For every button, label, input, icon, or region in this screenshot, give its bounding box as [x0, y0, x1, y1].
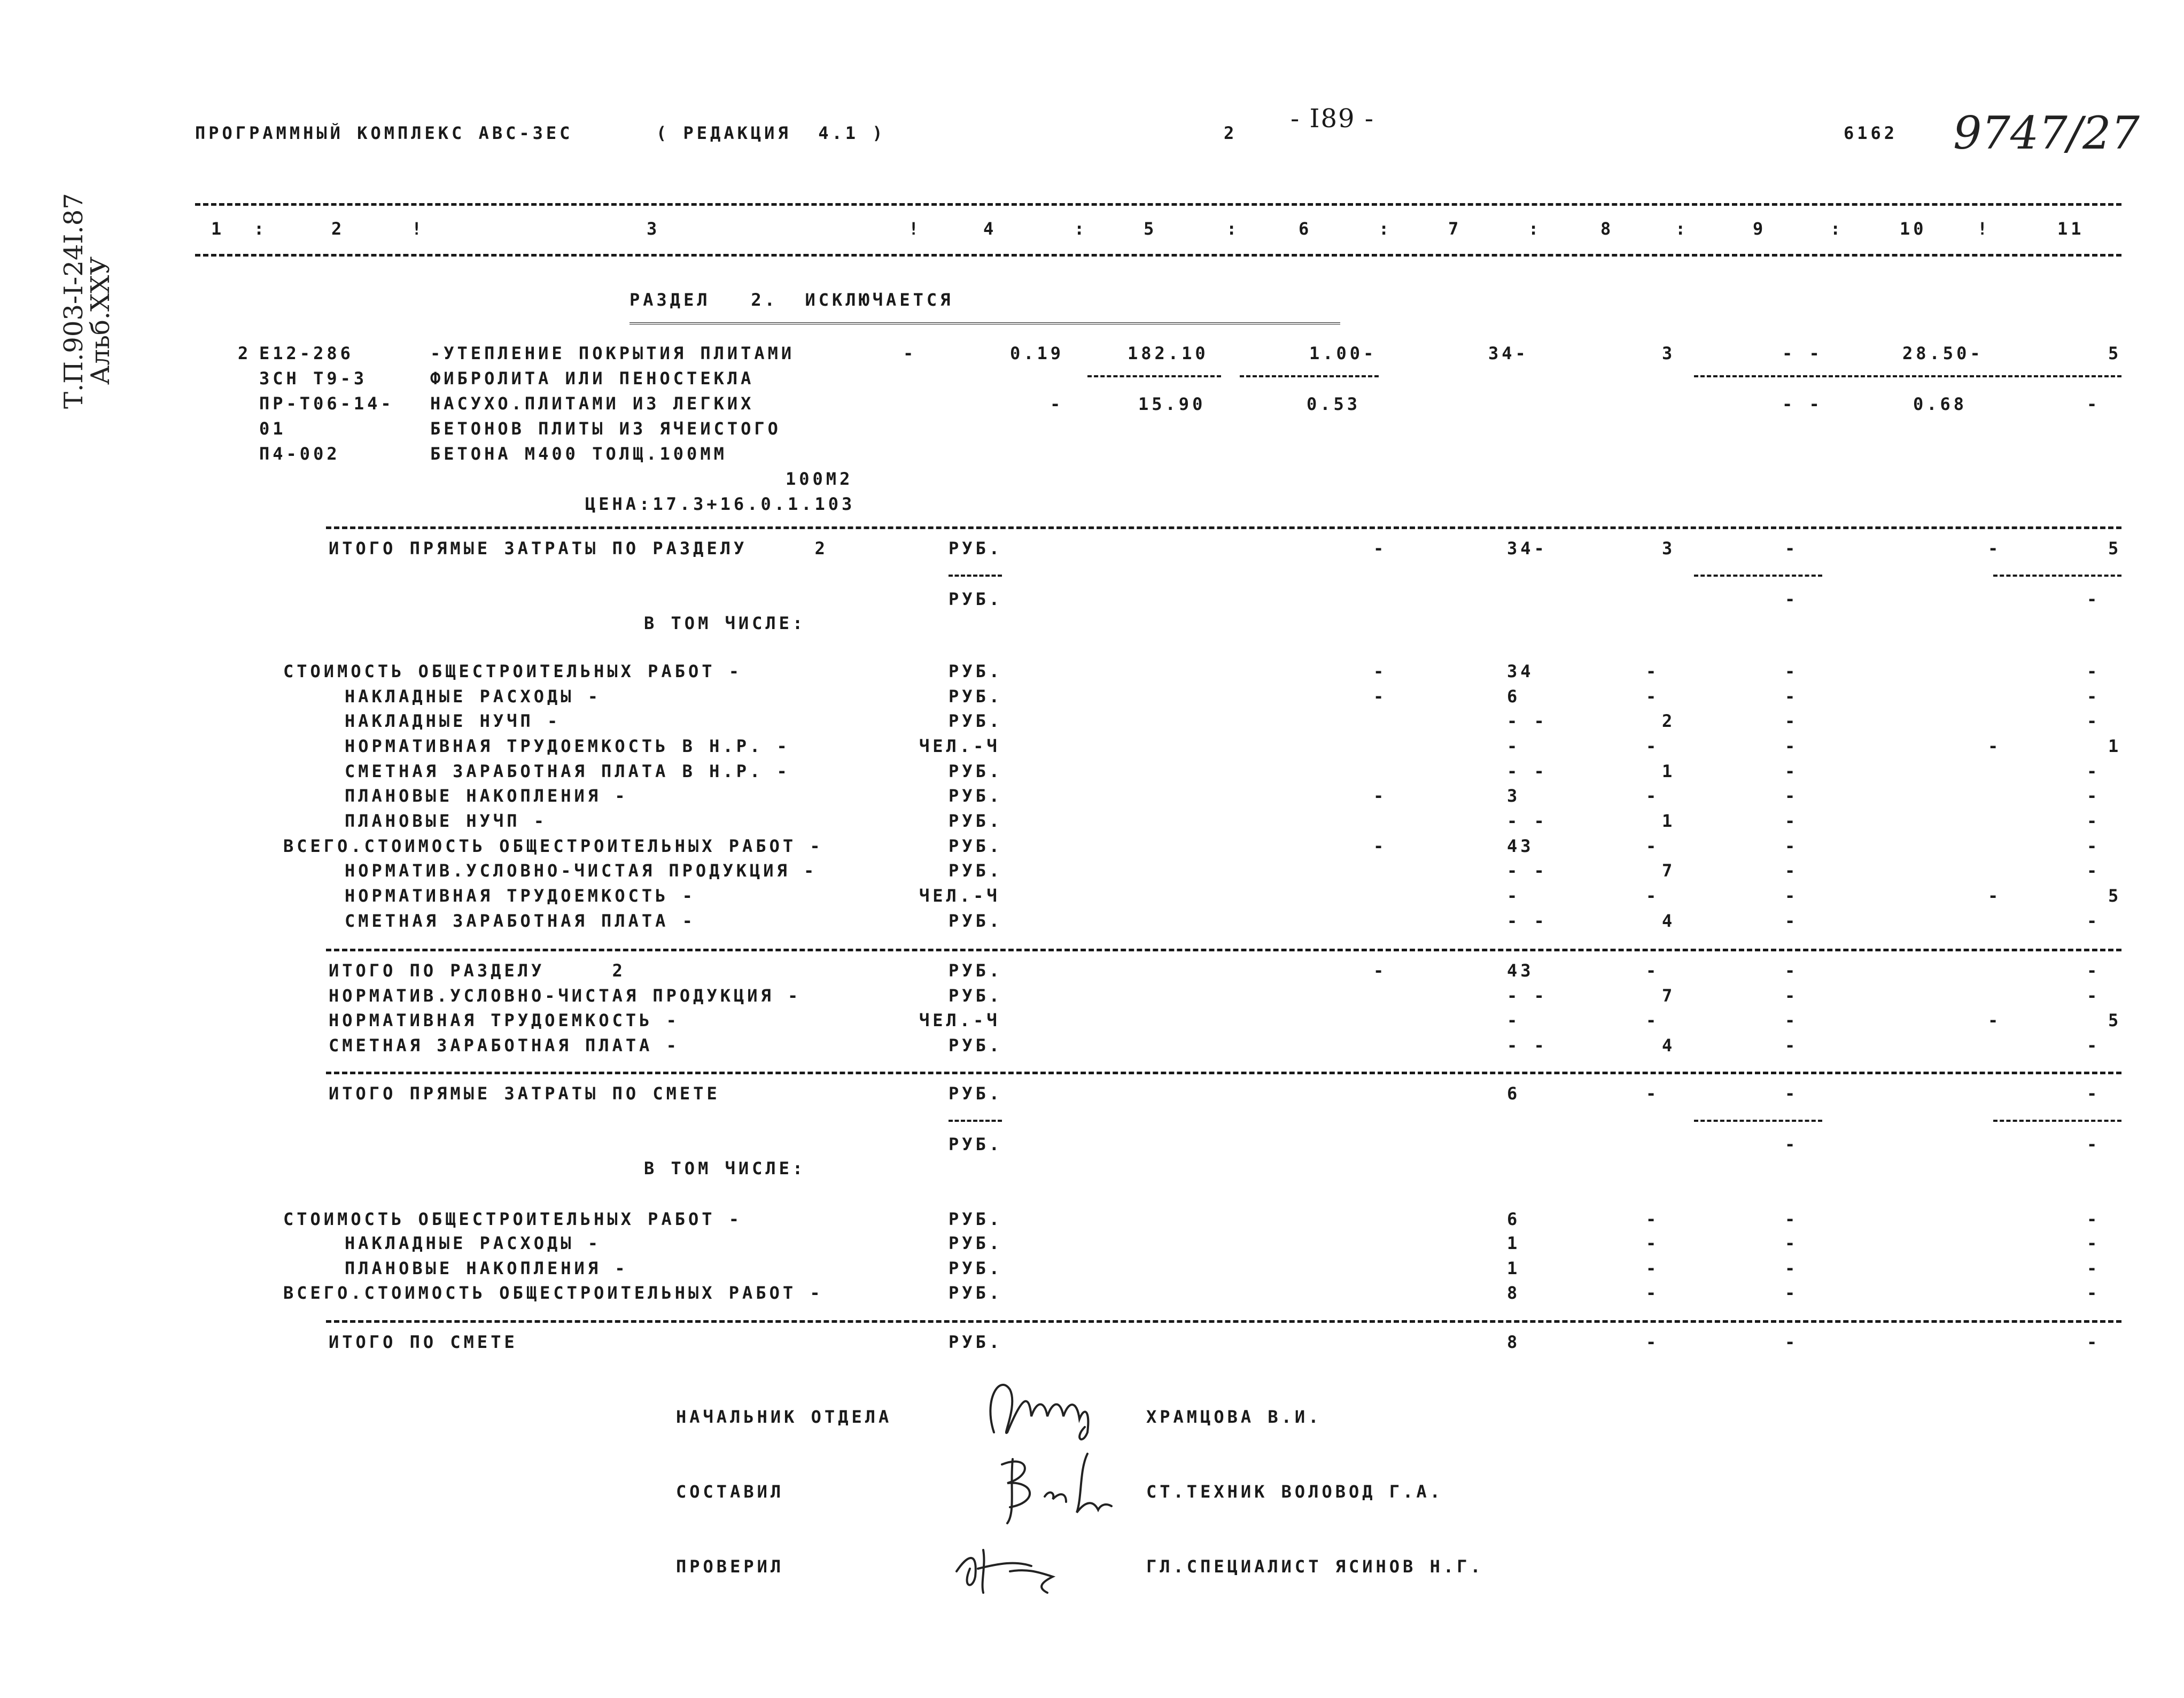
- column-header-cell: !: [908, 219, 922, 239]
- row-value-c7: 34-: [1507, 538, 1548, 559]
- row-label: СМЕТНАЯ ЗАРАБОТНАЯ ПЛАТА В Н.Р. -: [345, 761, 790, 781]
- page-number: - I89 -: [1291, 104, 1374, 134]
- section-title-underline: [629, 322, 1340, 324]
- row-value-c7: -: [1507, 1010, 1521, 1030]
- value-subtotal-rule: [1993, 1120, 2121, 1122]
- row-value-c11: -: [2087, 661, 2101, 681]
- row-value-c10: -: [1988, 538, 2002, 559]
- item-c4-dash: -: [903, 343, 917, 363]
- row-label: ИТОГО ПРЯМЫЕ ЗАТРАТЫ ПО РАЗДЕЛУ 2: [329, 538, 828, 559]
- signature-name-checked: ГЛ.СПЕЦИАЛИСТ ЯСИНОВ Н.Г.: [1146, 1556, 1484, 1577]
- row-label: ИТОГО ПО РАЗДЕЛУ 2: [329, 960, 626, 981]
- row-value-c11: -: [2087, 1035, 2101, 1056]
- unit-subtotal-rule: [949, 1120, 1002, 1122]
- row-value-c9: -: [1785, 1083, 1799, 1104]
- row-value-c7: 6: [1507, 1209, 1521, 1229]
- row-value-c11: -: [2087, 911, 2101, 931]
- row-value-c9: -: [1785, 1010, 1799, 1030]
- row-value-c11: -: [2087, 1233, 2101, 1253]
- signature-role-checked: ПРОВЕРИЛ: [676, 1556, 784, 1577]
- item-c5-bottom: 15.90: [1138, 394, 1206, 414]
- row-label: НОРМАТИВ.УСЛОВНО-ЧИСТАЯ ПРОДУКЦИЯ -: [329, 986, 802, 1006]
- row-value-c7: 6: [1507, 1083, 1521, 1104]
- signature-role-compiled: СОСТАВИЛ: [676, 1482, 784, 1502]
- column-header-cell: 11: [2057, 219, 2085, 239]
- signature-mark-compiled: [986, 1443, 1120, 1529]
- row-value-c8: 4: [1662, 1035, 1676, 1056]
- row-value-c9: -: [1785, 1209, 1799, 1229]
- row-unit: ЧЕЛ.-Ч: [919, 1010, 1000, 1030]
- row-value-c8: -: [1646, 1283, 1660, 1303]
- row-value-c9: -: [1785, 1134, 1799, 1154]
- column-header-cell: 6: [1299, 219, 1312, 239]
- column-header-cell: !: [411, 219, 425, 239]
- row-value-c8: 1: [1662, 811, 1676, 831]
- value-subtotal-rule: [1993, 575, 2121, 577]
- row-label: СТОИМОСТЬ ОБЩЕСТРОИТЕЛЬНЫХ РАБОТ -: [283, 1209, 743, 1229]
- item-c7: 34-: [1488, 343, 1529, 363]
- row-unit: РУБ.: [949, 960, 1003, 981]
- row-value-c8: 4: [1662, 911, 1676, 931]
- row-value-c9: -: [1785, 836, 1799, 856]
- column-header-cell: :: [1379, 219, 1393, 239]
- column-header-cell: 8: [1600, 219, 1614, 239]
- row-unit: РУБ.: [949, 811, 1003, 831]
- row-unit: РУБ.: [949, 761, 1003, 781]
- row-value-c9: -: [1785, 761, 1799, 781]
- row-value-c7: - -: [1507, 1035, 1548, 1056]
- row-value-c7: 3: [1507, 786, 1521, 806]
- row-label: ПЛАНОВЫЕ НУЧП -: [345, 811, 547, 831]
- column-header-cell: 3: [647, 219, 660, 239]
- row-value-c6: -: [1373, 960, 1387, 981]
- column-header-cell: 2: [331, 219, 345, 239]
- item-description: -УТЕПЛЕНИЕ ПОКРЫТИЯ ПЛИТАМИ: [430, 343, 795, 363]
- row-value-c11: 1: [2108, 736, 2122, 756]
- row-value-c7: 1: [1507, 1233, 1521, 1253]
- column-header-cell: !: [1977, 219, 1991, 239]
- row-value-c11: -: [2087, 1209, 2101, 1229]
- row-label: ИТОГО ПРЯМЫЕ ЗАТРАТЫ ПО СМЕТЕ: [329, 1083, 720, 1104]
- row-value-c9: -: [1785, 538, 1799, 559]
- row-value-c10: -: [1988, 886, 2002, 906]
- row-label: ИТОГО ПО СМЕТЕ: [329, 1332, 518, 1352]
- section-divider: [326, 526, 2121, 529]
- signature-name-compiled: СТ.ТЕХНИК ВОЛОВОД Г.А.: [1146, 1482, 1443, 1502]
- column-header-cell: 9: [1753, 219, 1767, 239]
- column-header-cell: :: [254, 219, 268, 239]
- row-value-c9: -: [1785, 811, 1799, 831]
- edition-label: ( РЕДАКЦИЯ 4.1 ): [656, 123, 886, 143]
- item-price-formula: ЦЕНА:17.3+16.0.1.103: [585, 494, 856, 514]
- row-value-c9: -: [1785, 711, 1799, 731]
- row-value-c6: -: [1373, 686, 1387, 707]
- item-code: Е12-286: [259, 343, 354, 363]
- section-subheading: В ТОМ ЧИСЛЕ:: [644, 1158, 806, 1178]
- row-value-c8: -: [1646, 1083, 1660, 1104]
- section-divider: [326, 949, 2121, 951]
- item-c8: 3: [1662, 343, 1676, 363]
- row-unit: РУБ.: [949, 1083, 1003, 1104]
- signature-mark-checked: [946, 1539, 1069, 1598]
- row-value-c8: -: [1646, 886, 1660, 906]
- row-value-c11: -: [2087, 860, 2101, 881]
- column-header-cell: 4: [983, 219, 997, 239]
- item-description: БЕТОНОВ ПЛИТЫ ИЗ ЯЧЕИСТОГО: [430, 418, 781, 439]
- row-value-c9: -: [1785, 886, 1799, 906]
- row-value-c8: -: [1646, 1258, 1660, 1278]
- row-value-c8: -: [1646, 1332, 1660, 1352]
- row-unit: РУБ.: [949, 860, 1003, 881]
- row-label: НАКЛАДНЫЕ РАСХОДЫ -: [345, 1233, 602, 1253]
- row-unit: РУБ.: [949, 1233, 1003, 1253]
- row-value-c7: - -: [1507, 761, 1548, 781]
- row-value-c8: -: [1646, 1233, 1660, 1253]
- row-unit: ЧЕЛ.-Ч: [919, 886, 1000, 906]
- row-value-c8: -: [1646, 1209, 1660, 1229]
- column-header-cell: :: [1675, 219, 1689, 239]
- row-value-c7: -: [1507, 736, 1521, 756]
- row-label: НОРМАТИВНАЯ ТРУДОЕМКОСТЬ -: [345, 886, 696, 906]
- row-value-c9: -: [1785, 1233, 1799, 1253]
- item-code: 01: [259, 418, 286, 439]
- item-description: НАСУХО.ПЛИТАМИ ИЗ ЛЕГКИХ: [430, 393, 755, 414]
- value-subtotal-rule: [1694, 1120, 1822, 1122]
- row-value-c9: -: [1785, 1283, 1799, 1303]
- row-unit: РУБ.: [949, 1134, 1003, 1154]
- row-unit: РУБ.: [949, 1258, 1003, 1278]
- unit-subtotal-rule: [949, 575, 1002, 577]
- row-label: ВСЕГО.СТОИМОСТЬ ОБЩЕСТРОИТЕЛЬНЫХ РАБОТ -: [283, 1283, 823, 1303]
- row-value-c7: - -: [1507, 811, 1548, 831]
- item-code: П4-002: [259, 444, 340, 464]
- header-rule-bottom: [195, 254, 2121, 257]
- row-label: ВСЕГО.СТОИМОСТЬ ОБЩЕСТРОИТЕЛЬНЫХ РАБОТ -: [283, 836, 823, 856]
- margin-note: [59, 193, 89, 409]
- row-label: НАКЛАДНЫЕ НУЧП -: [345, 711, 561, 731]
- row-value-c9: -: [1785, 736, 1799, 756]
- row-value-c9: -: [1785, 686, 1799, 707]
- row-value-c11: 5: [2108, 886, 2122, 906]
- margin-note-album: [86, 257, 115, 385]
- item-unit: 100М2: [786, 469, 853, 489]
- row-value-c8: -: [1646, 736, 1660, 756]
- row-unit: РУБ.: [949, 686, 1003, 707]
- item-c9-top: - -: [1782, 343, 1823, 363]
- row-value-c7: 34: [1507, 661, 1534, 681]
- row-value-c11: -: [2087, 686, 2101, 707]
- margin-note-line2: Альб.XXУ: [86, 256, 115, 385]
- item-c9-bottom: - -: [1782, 394, 1823, 414]
- section-divider: [326, 1320, 2121, 1323]
- item-c10-bottom: 0.68: [1913, 394, 1968, 414]
- margin-note-line1: Т.П.903-I-24I.87: [59, 193, 89, 409]
- row-value-c11: -: [2087, 761, 2101, 781]
- row-value-c11: -: [2087, 811, 2101, 831]
- item-c5-top: 182.10: [1128, 343, 1209, 363]
- signature-mark-head: [978, 1368, 1101, 1448]
- row-label: НОРМАТИВНАЯ ТРУДОЕМКОСТЬ -: [329, 1010, 680, 1030]
- row-value-c11: 5: [2108, 1010, 2122, 1030]
- row-value-c9: -: [1785, 1332, 1799, 1352]
- row-value-c8: -: [1646, 836, 1660, 856]
- row-value-c11: -: [2087, 711, 2101, 731]
- signature-role-head: НАЧАЛЬНИК ОТДЕЛА: [676, 1407, 892, 1427]
- row-value-c8: -: [1646, 686, 1660, 707]
- row-value-c7: 43: [1507, 836, 1534, 856]
- item-code: ЗСН Т9-3: [259, 368, 368, 389]
- column-header-cell: 7: [1448, 219, 1462, 239]
- row-value-c7: -: [1507, 886, 1521, 906]
- item-c10-top: 28.50-: [1902, 343, 1984, 363]
- row-value-c8: 3: [1662, 538, 1676, 559]
- row-value-c8: -: [1646, 1010, 1660, 1030]
- column-header-cell: :: [1226, 219, 1240, 239]
- item-code: ПР-Т06-14-: [259, 393, 394, 414]
- row-unit: РУБ.: [949, 986, 1003, 1006]
- handwritten-number: 9747/27: [1953, 107, 2140, 159]
- row-unit: РУБ.: [949, 661, 1003, 681]
- row-unit: РУБ.: [949, 911, 1003, 931]
- row-value-c8: 7: [1662, 986, 1676, 1006]
- item-subtotal-rule: [1240, 375, 1379, 377]
- row-value-c8: 1: [1662, 761, 1676, 781]
- item-description: ФИБРОЛИТА ИЛИ ПЕНОСТЕКЛА: [430, 368, 755, 389]
- row-value-c11: -: [2087, 1083, 2101, 1104]
- row-value-c8: 7: [1662, 860, 1676, 881]
- row-value-c9: -: [1785, 960, 1799, 981]
- row-value-c9: -: [1785, 911, 1799, 931]
- row-value-c11: -: [2087, 1258, 2101, 1278]
- row-label: НАКЛАДНЫЕ РАСХОДЫ -: [345, 686, 602, 707]
- column-header-cell: :: [1074, 219, 1088, 239]
- item-c6-bottom: 0.53: [1307, 394, 1361, 414]
- row-value-c8: -: [1646, 960, 1660, 981]
- row-value-c7: 6: [1507, 686, 1521, 707]
- row-value-c9: -: [1785, 661, 1799, 681]
- row-value-c9: -: [1785, 589, 1799, 609]
- row-value-c11: 5: [2108, 538, 2122, 559]
- row-unit: РУБ.: [949, 836, 1003, 856]
- row-value-c7: 1: [1507, 1258, 1521, 1278]
- row-value-c6: -: [1373, 661, 1387, 681]
- page-number-small: 2: [1224, 123, 1238, 143]
- item-c11-bottom: -: [2087, 394, 2101, 414]
- column-header-cell: 1: [211, 219, 225, 239]
- item-c11-top: 5: [2108, 343, 2122, 363]
- row-unit: РУБ.: [949, 711, 1003, 731]
- section-subheading: В ТОМ ЧИСЛЕ:: [644, 613, 806, 633]
- row-value-c9: -: [1785, 786, 1799, 806]
- row-value-c7: - -: [1507, 860, 1548, 881]
- item-subtotal-rule: [1087, 375, 1221, 377]
- row-value-c10: -: [1988, 736, 2002, 756]
- row-label: ПЛАНОВЫЕ НАКОПЛЕНИЯ -: [345, 1258, 628, 1278]
- row-value-c9: -: [1785, 1035, 1799, 1056]
- row-value-c9: -: [1785, 1258, 1799, 1278]
- signature-name-head: ХРАМЦОВА В.И.: [1146, 1407, 1322, 1427]
- row-label: СМЕТНАЯ ЗАРАБОТНАЯ ПЛАТА -: [345, 911, 696, 931]
- row-value-c8: 2: [1662, 711, 1676, 731]
- row-label: НОРМАТИВНАЯ ТРУДОЕМКОСТЬ В Н.Р. -: [345, 736, 790, 756]
- row-value-c10: -: [1988, 1010, 2002, 1030]
- row-value-c9: -: [1785, 860, 1799, 881]
- row-value-c6: -: [1373, 538, 1387, 559]
- item-number: 2: [238, 343, 252, 363]
- row-label: НОРМАТИВ.УСЛОВНО-ЧИСТАЯ ПРОДУКЦИЯ -: [345, 860, 818, 881]
- row-value-c11: -: [2087, 986, 2101, 1006]
- document-code: 6162: [1844, 123, 1898, 143]
- row-unit: ЧЕЛ.-Ч: [919, 736, 1000, 756]
- item-c4-dash-lower: -: [1050, 394, 1064, 414]
- row-value-c11: -: [2087, 836, 2101, 856]
- row-label: СТОИМОСТЬ ОБЩЕСТРОИТЕЛЬНЫХ РАБОТ -: [283, 661, 743, 681]
- row-value-c7: - -: [1507, 711, 1548, 731]
- item-description: БЕТОНА М400 ТОЛЩ.100ММ: [430, 444, 727, 464]
- row-value-c11: -: [2087, 786, 2101, 806]
- section-divider: [326, 1072, 2121, 1074]
- row-unit: РУБ.: [949, 589, 1003, 609]
- column-header-cell: :: [1830, 219, 1844, 239]
- program-title: ПРОГРАММНЫЙ КОМПЛЕКС АВС-ЗЕС: [195, 123, 573, 143]
- header-rule-top: [195, 203, 2121, 206]
- row-unit: РУБ.: [949, 1035, 1003, 1056]
- item-subtotal-rule: [1694, 375, 2121, 377]
- row-unit: РУБ.: [949, 1209, 1003, 1229]
- row-value-c11: -: [2087, 960, 2101, 981]
- row-value-c7: - -: [1507, 911, 1548, 931]
- row-label: СМЕТНАЯ ЗАРАБОТНАЯ ПЛАТА -: [329, 1035, 680, 1056]
- row-value-c8: -: [1646, 661, 1660, 681]
- row-value-c7: 8: [1507, 1332, 1521, 1352]
- column-header-cell: 10: [1900, 219, 1927, 239]
- row-unit: РУБ.: [949, 1332, 1003, 1352]
- row-label: ПЛАНОВЫЕ НАКОПЛЕНИЯ -: [345, 786, 628, 806]
- row-value-c7: - -: [1507, 986, 1548, 1006]
- row-value-c9: -: [1785, 986, 1799, 1006]
- row-value-c11: -: [2087, 589, 2101, 609]
- row-value-c6: -: [1373, 786, 1387, 806]
- row-value-c7: 8: [1507, 1283, 1521, 1303]
- row-value-c11: -: [2087, 1332, 2101, 1352]
- row-value-c7: 43: [1507, 960, 1534, 981]
- section-title: РАЗДЕЛ 2. ИСКЛЮЧАЕТСЯ: [629, 290, 954, 310]
- row-value-c11: -: [2087, 1134, 2101, 1154]
- row-unit: РУБ.: [949, 538, 1003, 559]
- row-value-c11: -: [2087, 1283, 2101, 1303]
- column-header-cell: 5: [1144, 219, 1157, 239]
- row-unit: РУБ.: [949, 786, 1003, 806]
- column-header-cell: :: [1528, 219, 1542, 239]
- item-c4-value: 0.19: [1010, 343, 1064, 363]
- value-subtotal-rule: [1694, 575, 1822, 577]
- row-value-c6: -: [1373, 836, 1387, 856]
- row-value-c8: -: [1646, 786, 1660, 806]
- row-unit: РУБ.: [949, 1283, 1003, 1303]
- item-c6-top: 1.00-: [1309, 343, 1377, 363]
